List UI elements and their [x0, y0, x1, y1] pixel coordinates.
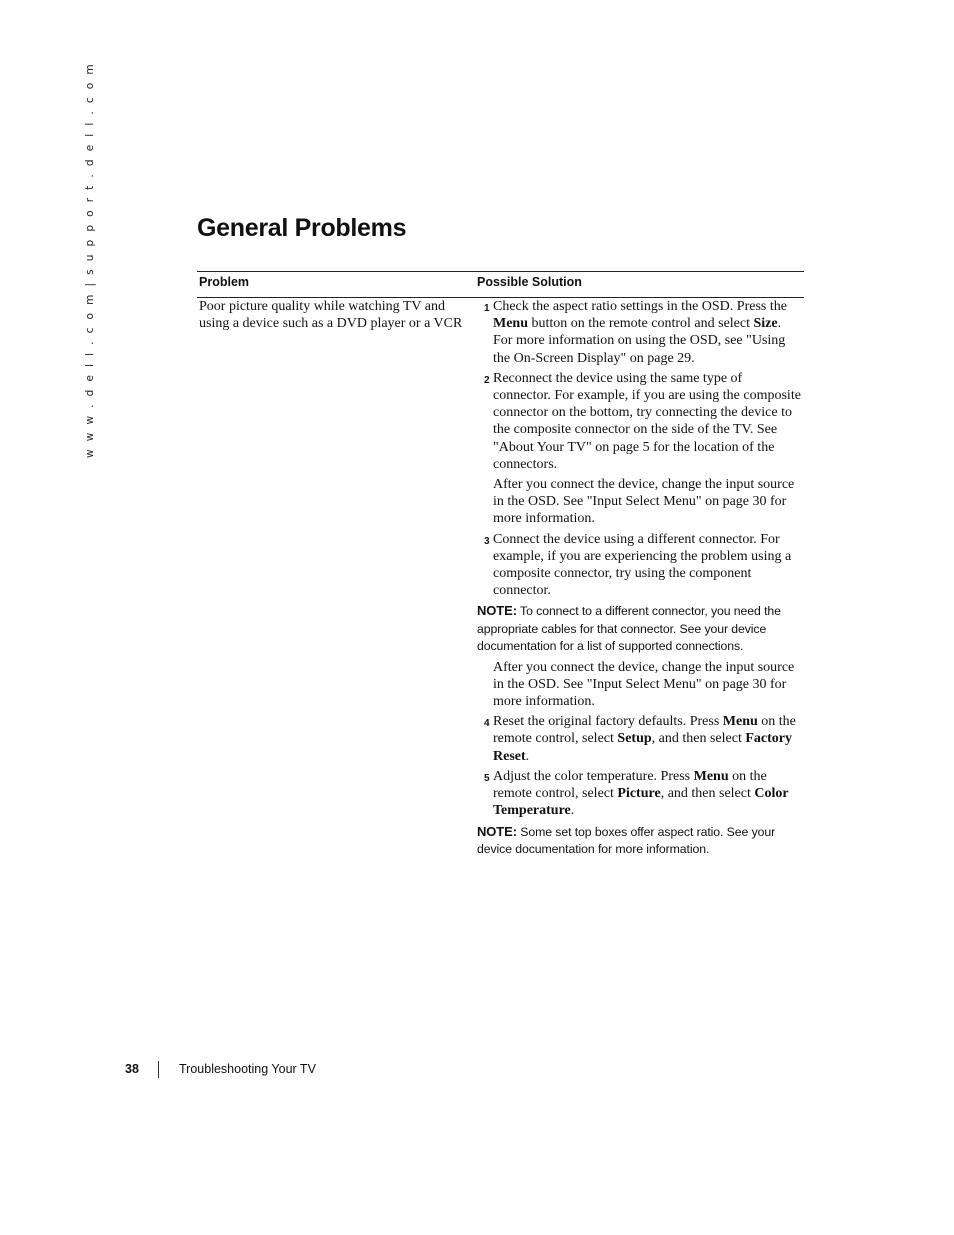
step-text: . For more information on using the OSD, see "Using the On-Screen Display" on page 29. [493, 316, 786, 366]
setup-term: Setup [617, 731, 652, 747]
problem-cell: Poor picture quality while watching TV and using a device such as a DVD player or a VCR [199, 299, 463, 331]
step-text: button on the remote control and select [528, 316, 754, 332]
menu-term: Menu [693, 768, 729, 784]
step-text: on the remote control, select [493, 714, 796, 747]
section-name: Troubleshooting Your TV [179, 1062, 316, 1076]
footer-divider [158, 1061, 159, 1078]
menu-term: Menu [493, 316, 528, 332]
menu-term: Menu [722, 714, 758, 730]
solution-step-4 [477, 713, 802, 765]
step-3-followup: After you connect the device, change the input source in the OSD. See "Input Select Menu" on page 30 for more information. [493, 659, 795, 710]
step-text: . [525, 748, 530, 764]
solution-cell [477, 298, 802, 861]
note-connectors [477, 602, 802, 655]
solution-step-2 [477, 370, 802, 473]
problems-table [197, 271, 804, 856]
step-number: 2 [484, 374, 490, 386]
page-title: General Problems [197, 214, 407, 242]
header-problem: Problem [199, 275, 250, 289]
size-term: Size [753, 316, 778, 332]
note-aspect-ratio [477, 823, 802, 859]
header-solution: Possible Solution [477, 275, 582, 289]
picture-term: Picture [617, 786, 661, 802]
step-number: 5 [484, 772, 490, 784]
step-text: . [570, 803, 575, 819]
step-number: 3 [484, 535, 490, 547]
step-text: on the remote control, select [493, 768, 767, 802]
step-number: 4 [484, 718, 490, 730]
solution-step-5 [477, 768, 802, 820]
page-number: 38 [125, 1062, 139, 1076]
note-text: Some set top boxes offer aspect ratio. See your device documentation for more information. [477, 824, 776, 856]
solution-step-3 [477, 531, 802, 600]
color-temperature-term: Color Temperature [493, 786, 789, 819]
step-text: Check the aspect ratio settings in the OSD. Press the [493, 299, 787, 314]
step-text: , and then select [651, 731, 746, 747]
step-text: Reset the original factory defaults. Press [493, 714, 723, 730]
side-url: w w w . d e l l . c o m | s u p p o r t . d e l l . c o m [84, 62, 96, 458]
step-2-followup: After you connect the device, change the input source in the OSD. See "Input Select Menu" on page 30 for more information. [493, 477, 795, 527]
table-header [197, 271, 804, 298]
step-text: , and then select [660, 786, 755, 802]
solution-step-1 [477, 298, 802, 367]
step-number: 1 [484, 303, 490, 314]
step-text: Adjust the color temperature. Press [493, 768, 694, 784]
step-text: Reconnect the device using the same type of connector. For example, if you are using the composite connector on the bottom, try connecting the device to the composite connector on the side of the TV. See "About Your TV" on page 5 for the location of the connectors. [493, 370, 801, 472]
note-label: NOTE: [477, 603, 517, 619]
note-label: NOTE: [477, 823, 517, 839]
factory-reset-term: Factory Reset [493, 731, 792, 764]
step-text: Connect the device using a different connector. For example, if you are experiencing the problem using a composite connector, try using the component connector. [493, 531, 792, 599]
note-text: To connect to a different connector, you need the appropriate cables for that connector. See your device documentation for a list of supported connections. [477, 604, 781, 654]
